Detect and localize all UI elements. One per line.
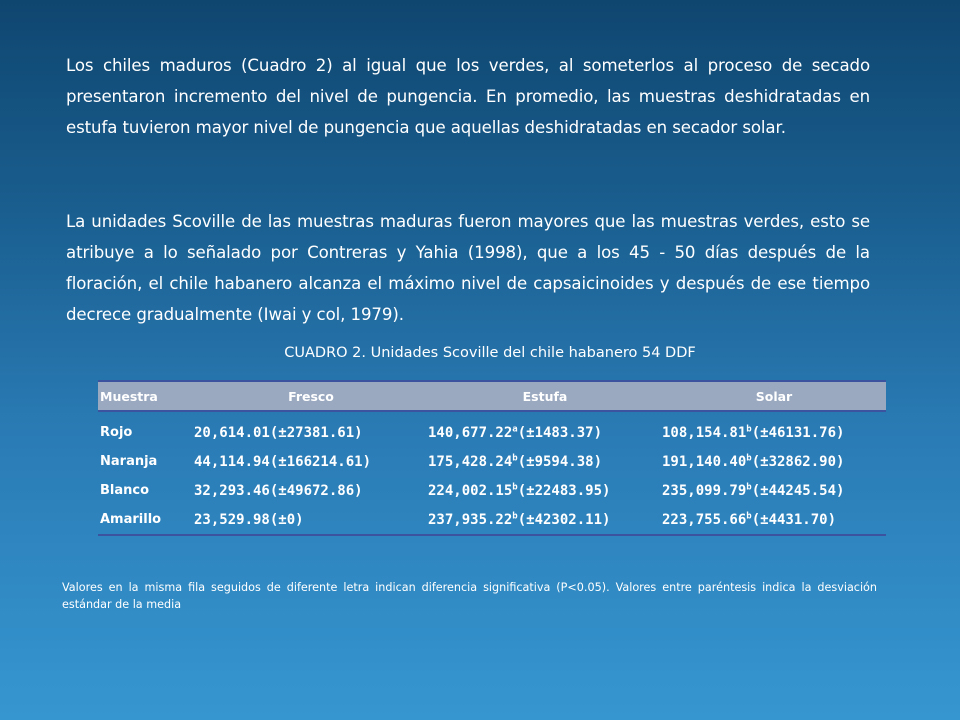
scoville-table <box>98 380 886 536</box>
paragraph-2: La unidades Scoville de las muestras maduras fueron mayores que las muestras verdes, esto se atribuye a lo señalado por Contreras y Yahia (1998), que a los 45 - 50 días después de la floración, el chile habanero alcanza el máximo nivel de capsaicinoides y después de ese tiempo decrece gradualmente (Iwai y col, 1979). <box>66 211 870 324</box>
cell-solar: 223,755.66$^b$(±4431.70) <box>662 505 886 535</box>
cell-solar: 235,099.79$^b$(±44245.54) <box>662 481 845 499</box>
table-caption: CUADRO 2. Unidades Scoville del chile habanero 54 DDF <box>284 345 696 361</box>
significance-letter: b <box>746 452 752 463</box>
significance-letter: b <box>746 510 752 521</box>
cell-muestra: Rojo <box>100 425 133 440</box>
significance-letter: b <box>746 423 752 434</box>
table-row <box>98 447 886 476</box>
cell-solar: 108,154.81$^b$(±46131.76) <box>662 423 845 441</box>
table-row <box>98 476 886 505</box>
cell-fresco: 20,614.01(±27381.61) <box>194 424 363 441</box>
significance-letter: b <box>512 481 518 492</box>
cell-estufa: 140,677.22$^a$(±1483.37) <box>428 423 603 441</box>
cell-estufa: 237,935.22$^b$(±42302.11) <box>428 505 662 535</box>
header-muestra: Muestra <box>98 381 194 411</box>
significance-letter: a <box>512 423 518 434</box>
cell-muestra: Amarillo <box>98 505 194 535</box>
paragraph-1: Los chiles maduros (Cuadro 2) al igual que los verdes, al someterlos al proceso de secado presentaron incremento del nivel de pungencia. En promedio, las muestras deshidratadas en estufa tuvieron mayor nivel de pungencia que aquellas deshidratadas en secador solar. <box>66 55 870 137</box>
table-row <box>98 411 886 447</box>
cell-muestra: Naranja <box>100 454 158 469</box>
cell-solar: 191,140.40$^b$(±32862.90) <box>662 452 845 470</box>
header-fresco: Fresco <box>194 381 428 411</box>
significance-letter: b <box>512 510 518 521</box>
header-solar: Solar <box>662 381 886 411</box>
cell-estufa: 175,428.24$^b$(±9594.38) <box>428 452 603 470</box>
cell-fresco: 32,293.46(±49672.86) <box>194 482 363 499</box>
cell-muestra: Blanco <box>100 483 150 498</box>
table-row <box>98 505 886 535</box>
cell-fresco: 44,114.94(±166214.61) <box>194 453 372 470</box>
table-header-row <box>98 381 886 411</box>
cell-estufa: 224,002.15$^b$(±22483.95) <box>428 481 611 499</box>
table-footnote: Valores en la misma fila seguidos de diferente letra indican diferencia significativa (P<0.05). Valores entre paréntesis indica la desviación estándar de la media <box>62 581 877 612</box>
significance-letter: b <box>746 481 752 492</box>
header-estufa: Estufa <box>428 381 662 411</box>
significance-letter: b <box>512 452 518 463</box>
cell-fresco: 23,529.98(±0) <box>194 505 428 535</box>
